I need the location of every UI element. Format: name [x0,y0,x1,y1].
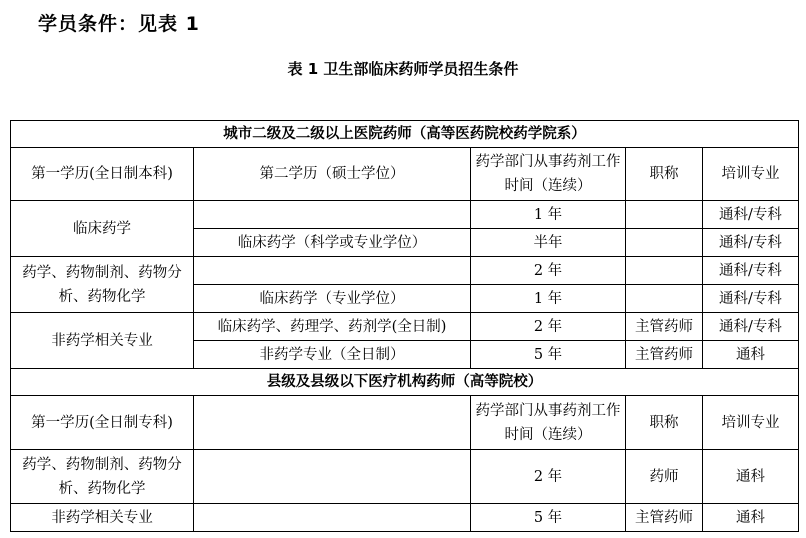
table-row [11,450,799,504]
second-degree-cell [194,450,471,504]
title-cell [626,201,703,229]
work-time-cell: 1 年 [471,285,626,313]
header-cell: 培训专业 [703,148,799,201]
second-degree-cell: 临床药学、药理学、药剂学(全日制) [194,313,471,341]
header-row [11,396,799,450]
work-time-cell: 2 年 [471,257,626,285]
header-row [11,148,799,201]
second-degree-cell [194,201,471,229]
first-degree-cell: 药学、药物制剂、药物分析、药物化学 [11,450,194,504]
major-cell: 通科/专科 [703,285,799,313]
work-time-cell: 半年 [471,229,626,257]
table-row [11,504,799,532]
page-heading: 学员条件：见表 1 [38,13,200,35]
major-cell: 通科/专科 [703,313,799,341]
title-cell: 主管药师 [626,341,703,369]
section-row [11,121,799,148]
work-time-cell: 2 年 [471,450,626,504]
second-degree-cell: 临床药学（科学或专业学位） [194,229,471,257]
header-cell: 第一学历(全日制本科) [11,148,194,201]
major-cell: 通科/专科 [703,257,799,285]
major-cell: 通科 [703,504,799,532]
title-cell: 主管药师 [626,313,703,341]
header-cell: 第二学历（硕士学位） [194,148,471,201]
second-degree-cell: 临床药学（专业学位） [194,285,471,313]
work-time-cell: 5 年 [471,504,626,532]
section-title-city: 城市二级及二级以上医院药师（高等医药院校药学院系） [11,121,799,148]
header-cell: 职称 [626,396,703,450]
section-row [11,369,799,396]
second-degree-cell [194,504,471,532]
first-degree-cell: 临床药学 [11,201,194,257]
title-cell [626,229,703,257]
title-cell: 主管药师 [626,504,703,532]
table-row [11,313,799,341]
header-cell [194,396,471,450]
table-row [11,257,799,285]
work-time-cell: 5 年 [471,341,626,369]
first-degree-cell: 非药学相关专业 [11,504,194,532]
title-cell: 药师 [626,450,703,504]
title-cell [626,257,703,285]
major-cell: 通科/专科 [703,229,799,257]
header-cell: 职称 [626,148,703,201]
title-cell [626,285,703,313]
header-cell: 第一学历(全日制专科) [11,396,194,450]
major-cell: 通科/专科 [703,201,799,229]
table-caption: 表 1 卫生部临床药师学员招生条件 [287,60,519,78]
second-degree-cell [194,257,471,285]
header-cell: 培训专业 [703,396,799,450]
work-time-cell: 1 年 [471,201,626,229]
table-row [11,201,799,229]
first-degree-cell: 药学、药物制剂、药物分析、药物化学 [11,257,194,313]
header-cell: 药学部门从事药剂工作时间（连续） [471,148,626,201]
section-title-county: 县级及县级以下医疗机构药师（高等院校） [11,369,799,396]
work-time-cell: 2 年 [471,313,626,341]
first-degree-cell: 非药学相关专业 [11,313,194,369]
admission-table [10,120,799,532]
header-cell: 药学部门从事药剂工作时间（连续） [471,396,626,450]
major-cell: 通科 [703,450,799,504]
major-cell: 通科 [703,341,799,369]
second-degree-cell: 非药学专业（全日制） [194,341,471,369]
